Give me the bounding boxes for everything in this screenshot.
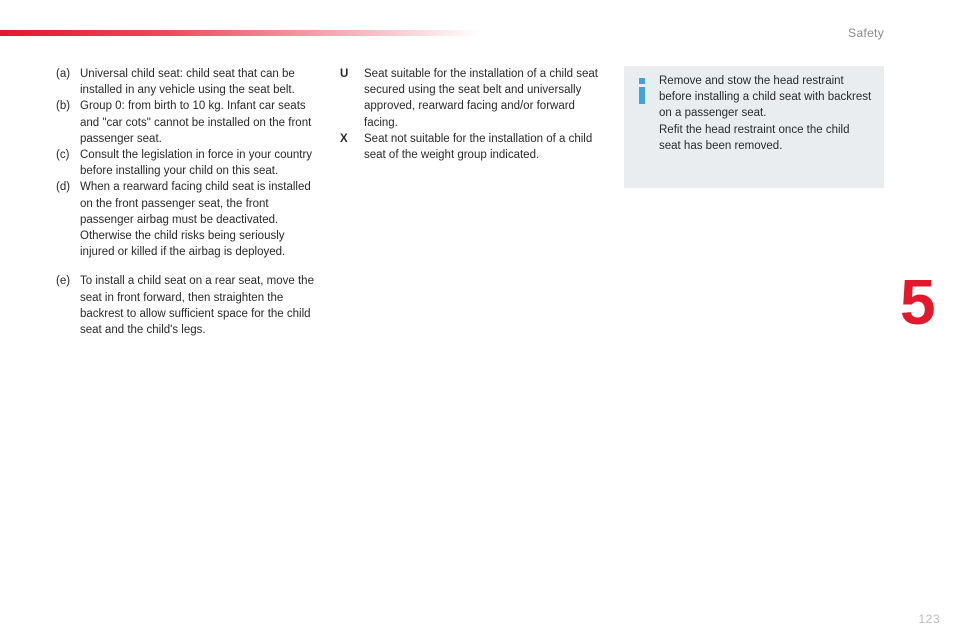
code-key: U bbox=[340, 68, 349, 80]
info-icon bbox=[635, 78, 649, 104]
code-text: Seat not suitable for the installation of a child seat of the weight group indicated. bbox=[364, 132, 593, 162]
note-key: (a) bbox=[56, 68, 71, 80]
info-text bbox=[659, 73, 873, 154]
note-key: (e) bbox=[56, 275, 71, 288]
note-text: Universal child seat: child seat that can be installed in any vehicle using the seat belt. bbox=[80, 68, 295, 97]
info-paragraph: Remove and stow the head restraint before installing a child seat with backrest on a passenger seat. bbox=[659, 75, 872, 120]
page-number: 123 bbox=[918, 612, 940, 626]
code-item bbox=[340, 131, 602, 163]
note-item bbox=[56, 98, 322, 147]
note-text: Group 0: from birth to 10 kg. Infant car seats and "car cots" cannot be installed on the front passenger seat. bbox=[80, 100, 312, 145]
note-key: (b) bbox=[56, 100, 71, 113]
note-key: (c) bbox=[56, 149, 70, 162]
note-item bbox=[56, 179, 322, 260]
note-item bbox=[56, 147, 322, 179]
code-key: X bbox=[340, 132, 348, 145]
code-text: Seat suitable for the installation of a child seat secured using the seat belt and universally approved, rearward facing and/or forward facing. bbox=[364, 68, 598, 129]
note-item bbox=[56, 273, 322, 338]
info-paragraph: Refit the head restraint once the child seat has been removed. bbox=[659, 123, 850, 152]
section-title: Safety bbox=[848, 26, 884, 40]
header-accent-bar bbox=[0, 30, 480, 36]
codes-column bbox=[340, 66, 602, 163]
code-item bbox=[340, 66, 602, 131]
note-text: When a rearward facing child seat is installed on the front passenger seat, the front passenger airbag must be deactivated. Otherwise the child risks being seriously injured or killed if the airbag is deployed. bbox=[80, 181, 311, 259]
note-key: (d) bbox=[56, 181, 71, 194]
note-text: To install a child seat on a rear seat, move the seat in front forward, then straighten the backrest to allow sufficient space for the child seat and the child's legs. bbox=[80, 275, 314, 337]
chapter-number: 5 bbox=[900, 266, 936, 338]
note-text: Consult the legislation in force in your country before installing your child on this seat. bbox=[80, 149, 313, 178]
info-box bbox=[624, 66, 884, 188]
notes-column bbox=[56, 66, 322, 338]
note-item bbox=[56, 66, 322, 98]
